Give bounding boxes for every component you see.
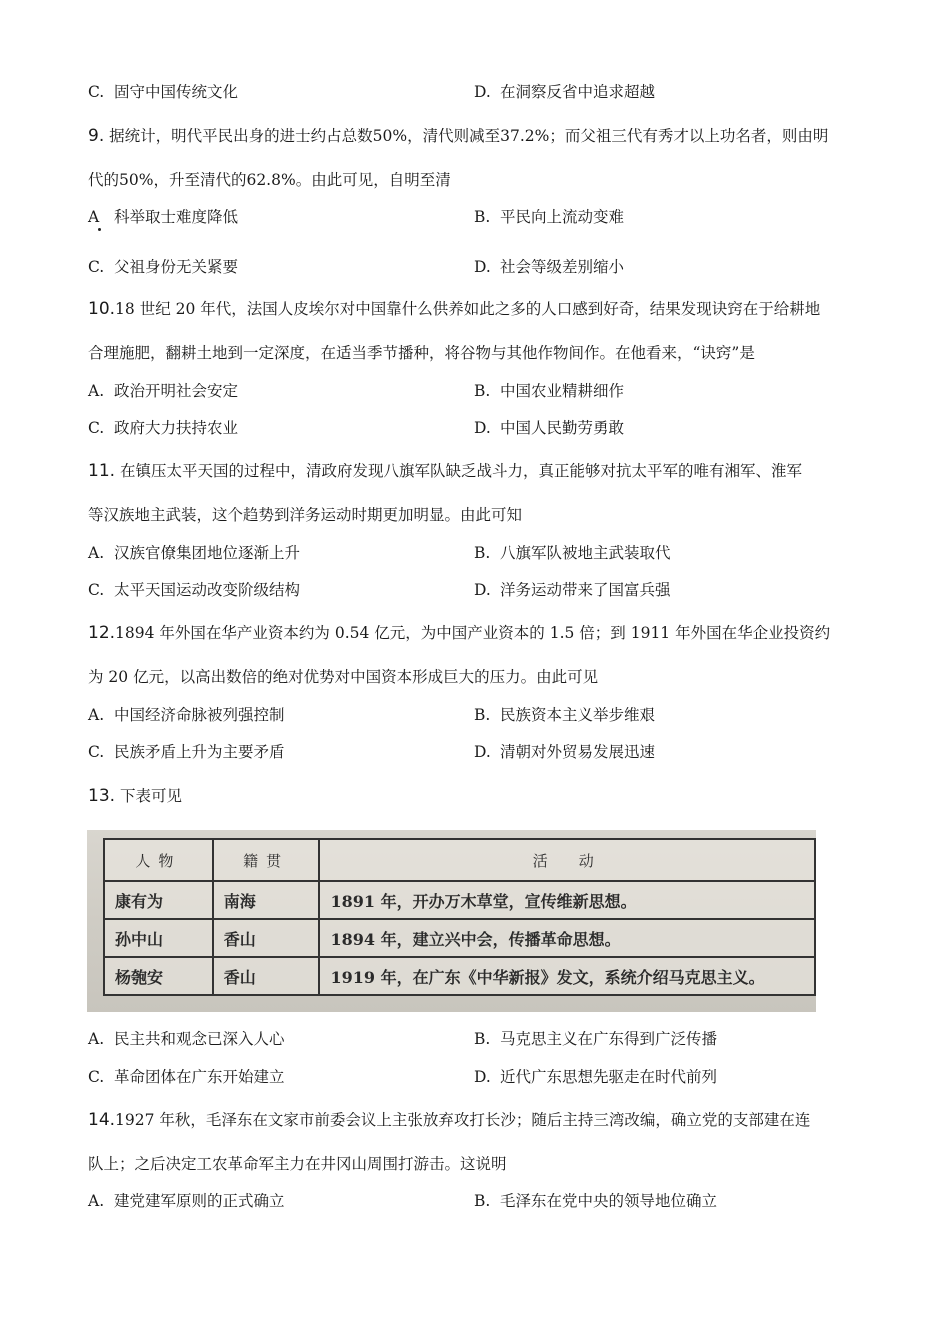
question-9-option-d: D. 社会等级差别缩小 bbox=[474, 258, 625, 276]
question-12-option-c: C. 民族矛盾上升为主要矛盾 bbox=[88, 743, 285, 761]
question-12-line-1: 12.1894 年外国在华产业资本约为 0.54 亿元，为中国产业资本的 1.5 倍；到 1911 年外国在华企业投资约 bbox=[88, 623, 831, 643]
question-9-option-b: B. 平民向上流动变难 bbox=[474, 208, 625, 226]
table-row bbox=[104, 919, 815, 957]
question-10-line-1: 10.18 世纪 20 年代，法国人皮埃尔对中国靠什么供养如此之多的人口感到好奇，结果发现诀窍在于给耕地 bbox=[88, 299, 821, 319]
question-11-line-1: 11. 在镇压太平天国的过程中，清政府发现八旗军队缺乏战斗力，真正能够对抗太平军的唯有湘军、淮军 bbox=[88, 461, 802, 481]
question-13-line-1: 13. 下表可见 bbox=[88, 786, 182, 806]
question-12-option-a: A. 中国经济命脉被列强控制 bbox=[88, 706, 285, 724]
cell-person: 杨匏安 bbox=[104, 957, 213, 995]
cell-activity: 1919 年，在广东《中华新报》发文，系统介绍马克思主义。 bbox=[319, 957, 815, 995]
question-11-option-a: A. 汉族官僚集团地位逐渐上升 bbox=[88, 544, 301, 562]
question-13-option-c: C. 革命团体在广东开始建立 bbox=[88, 1068, 285, 1086]
question-10-option-c: C. 政府大力扶持农业 bbox=[88, 419, 239, 437]
question-13-option-d: D. 近代广东思想先驱走在时代前列 bbox=[474, 1068, 718, 1086]
cell-person: 康有为 bbox=[104, 881, 213, 919]
question-10-option-a: A. 政治开明社会安定 bbox=[88, 382, 239, 400]
table-header-row bbox=[104, 839, 815, 881]
question-14-option-a: A. 建党建军原则的正式确立 bbox=[88, 1192, 285, 1210]
question-9-line-2: 代的50%，升至清代的62.8%。由此可见，自明至清 bbox=[88, 171, 451, 189]
header-activity: 活 动 bbox=[319, 839, 815, 881]
question-11-option-b: B. 八旗军队被地主武装取代 bbox=[474, 544, 671, 562]
question-14-line-1: 14.1927 年秋，毛泽东在文家市前委会议上主张放弃攻打长沙；随后主持三湾改编，确立党的支部建在连 bbox=[88, 1110, 811, 1130]
option-d: D. 在洞察反省中追求超越 bbox=[474, 83, 656, 101]
cell-person: 孙中山 bbox=[104, 919, 213, 957]
header-hometown: 籍贯 bbox=[213, 839, 320, 881]
question-10-option-d: D. 中国人民勤劳勇敢 bbox=[474, 419, 625, 437]
question-11-option-c: C. 太平天国运动改变阶级结构 bbox=[88, 581, 301, 599]
question-9-option-c: C. 父祖身份无关紧要 bbox=[88, 258, 239, 276]
question-11-line-2: 等汉族地主武装，这个趋势到洋务运动时期更加明显。由此可知 bbox=[88, 506, 523, 524]
stray-mark bbox=[98, 228, 101, 231]
question-12-option-b: B. 民族资本主义举步维艰 bbox=[474, 706, 656, 724]
cell-hometown: 香山 bbox=[213, 919, 320, 957]
question-14-line-2: 队上；之后决定工农革命军主力在井冈山周围打游击。这说明 bbox=[88, 1155, 507, 1173]
question-13-option-b: B. 马克思主义在广东得到广泛传播 bbox=[474, 1030, 718, 1048]
question-12-option-d: D. 清朝对外贸易发展迅速 bbox=[474, 743, 656, 761]
cell-hometown: 香山 bbox=[213, 957, 320, 995]
question-14-option-b: B. 毛泽东在党中央的领导地位确立 bbox=[474, 1192, 718, 1210]
question-10-line-2: 合理施肥，翻耕土地到一定深度，在适当季节播种，将谷物与其他作物间作。在他看来，“诀窍”是 bbox=[88, 344, 755, 362]
question-12-line-2: 为 20 亿元，以高出数倍的绝对优势对中国资本形成巨大的压力。由此可见 bbox=[88, 668, 599, 686]
option-c: C. 固守中国传统文化 bbox=[88, 83, 239, 101]
table-row bbox=[104, 957, 815, 995]
cell-hometown: 南海 bbox=[213, 881, 320, 919]
header-person: 人物 bbox=[104, 839, 213, 881]
cell-activity: 1891 年，开办万木草堂，宣传维新思想。 bbox=[319, 881, 815, 919]
question-9-line-1: 9. 据统计，明代平民出身的进士约占总数50%，清代则减至37.2%；而父祖三代有秀才以上功名者，则由明 bbox=[88, 126, 829, 146]
table-row bbox=[104, 881, 815, 919]
table-photo bbox=[87, 830, 816, 1012]
history-table bbox=[103, 838, 816, 996]
question-9-option-a: A 科举取士难度降低 bbox=[88, 208, 239, 226]
question-10-option-b: B. 中国农业精耕细作 bbox=[474, 382, 625, 400]
question-13-option-a: A. 民主共和观念已深入人心 bbox=[88, 1030, 285, 1048]
cell-activity: 1894 年，建立兴中会，传播革命思想。 bbox=[319, 919, 815, 957]
question-11-option-d: D. 洋务运动带来了国富兵强 bbox=[474, 581, 671, 599]
